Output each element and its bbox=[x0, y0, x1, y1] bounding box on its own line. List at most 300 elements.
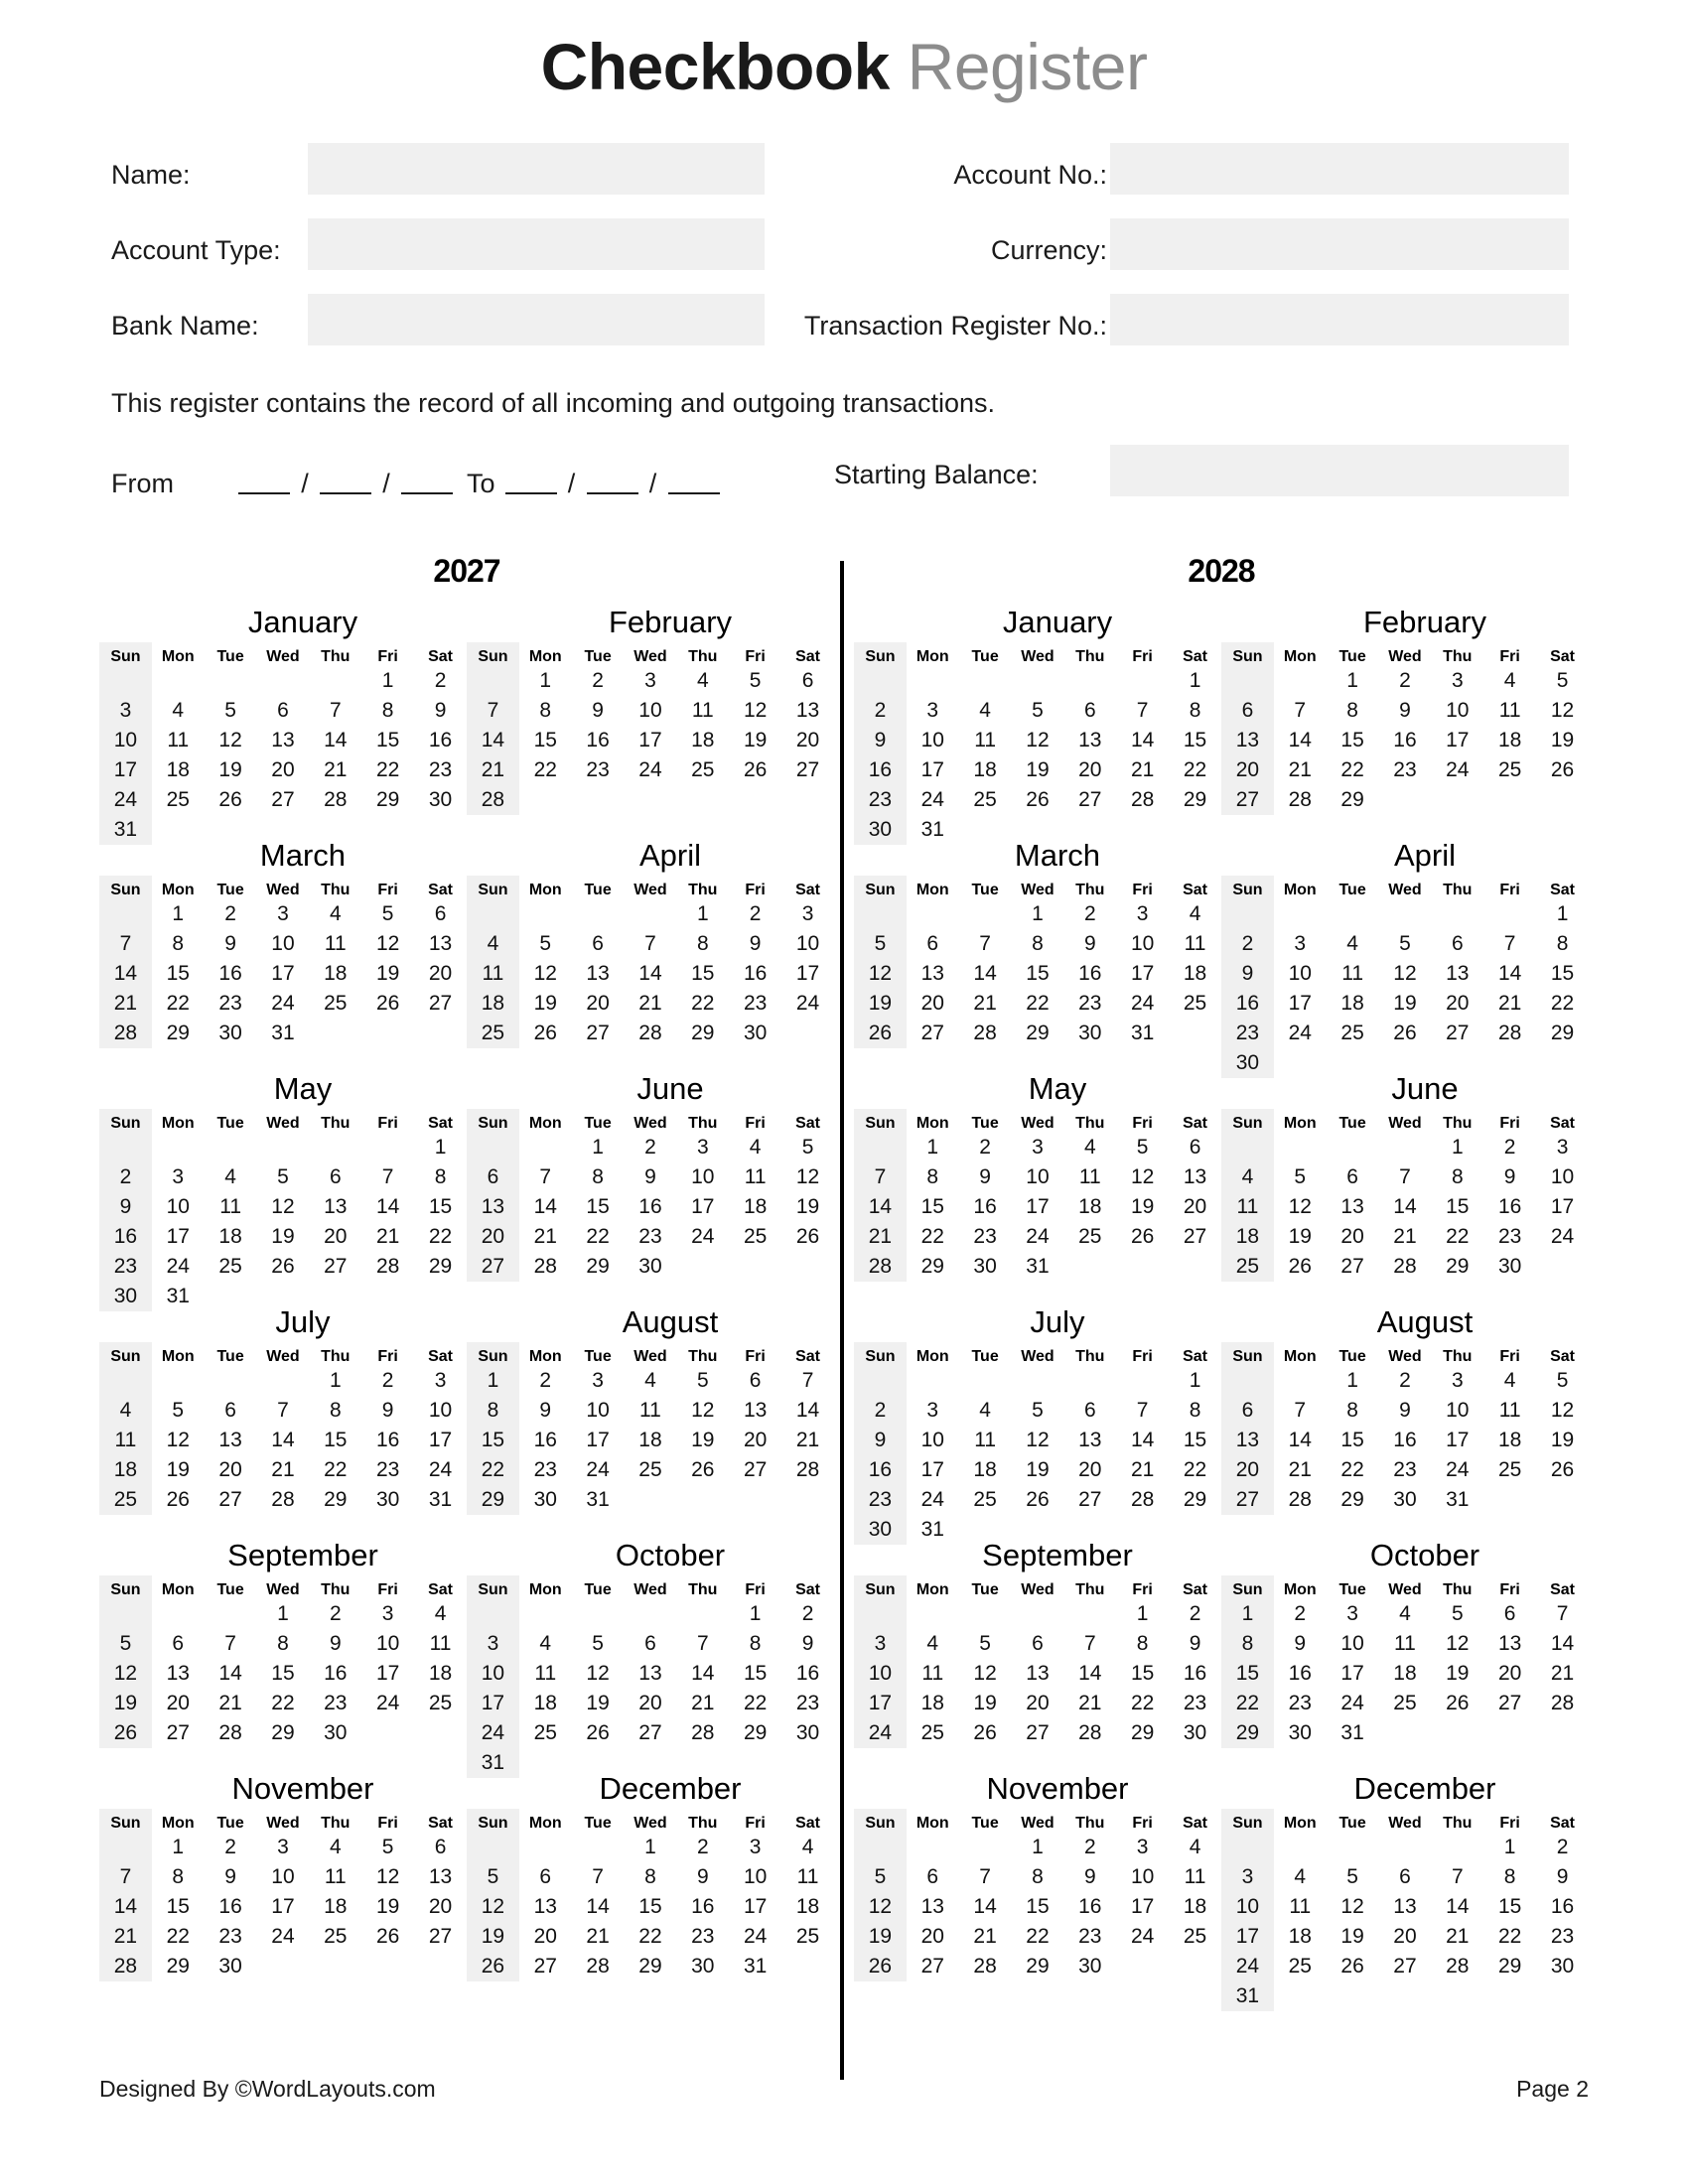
calendar-day-cell[interactable]: 16 bbox=[638, 1195, 662, 1218]
calendar-day-cell[interactable]: 27 bbox=[1221, 1485, 1274, 1515]
calendar-day-cell[interactable]: 18 bbox=[973, 1458, 997, 1481]
calendar-day-cell[interactable]: 30 bbox=[1183, 1721, 1207, 1744]
calendar-day-cell[interactable]: 14 bbox=[1078, 1662, 1102, 1685]
calendar-day-cell[interactable]: 5 bbox=[1032, 699, 1044, 722]
calendar-day-cell[interactable]: 25 bbox=[1183, 1925, 1207, 1948]
calendar-day-cell[interactable]: 12 bbox=[743, 699, 768, 722]
calendar-day-cell[interactable]: 27 bbox=[1340, 1255, 1364, 1278]
calendar-day-cell[interactable]: 11 bbox=[99, 1426, 152, 1455]
calendar-day-cell[interactable]: 8 bbox=[1346, 699, 1358, 722]
calendar-day-cell[interactable]: 24 bbox=[1221, 1952, 1274, 1981]
calendar-day-cell[interactable]: 3 bbox=[99, 696, 152, 726]
calendar-day-cell[interactable]: 6 bbox=[467, 1162, 519, 1192]
calendar-day-cell[interactable]: 16 bbox=[586, 729, 610, 751]
calendar-day-cell[interactable]: 13 bbox=[166, 1662, 190, 1685]
calendar-day-cell[interactable]: 13 bbox=[1340, 1195, 1364, 1218]
calendar-day-cell[interactable]: 10 bbox=[1446, 699, 1470, 722]
calendar-day-cell[interactable]: 7 bbox=[1503, 932, 1516, 955]
calendar-day-cell[interactable]: 25 bbox=[973, 1488, 997, 1511]
calendar-day-cell[interactable]: 15 bbox=[1497, 1895, 1522, 1918]
calendar-day-cell[interactable]: 10 bbox=[1550, 1165, 1575, 1188]
calendar-day-cell[interactable]: 4 bbox=[1189, 902, 1201, 925]
calendar-day-cell[interactable]: 11 bbox=[467, 959, 519, 989]
calendar-day-cell[interactable]: 4 bbox=[1221, 1162, 1274, 1192]
calendar-day-cell[interactable]: 5 bbox=[696, 1369, 709, 1392]
calendar-day-cell[interactable]: 18 bbox=[467, 989, 519, 1019]
calendar-day-cell[interactable]: 2 bbox=[539, 1369, 552, 1392]
calendar-day-cell[interactable]: 24 bbox=[1026, 1225, 1050, 1248]
calendar-day-cell[interactable]: 26 bbox=[691, 1458, 715, 1481]
calendar-day-cell[interactable]: 17 bbox=[375, 1662, 400, 1685]
calendar-day-cell[interactable]: 5 bbox=[1032, 1399, 1044, 1422]
calendar-day-cell[interactable]: 3 bbox=[801, 902, 814, 925]
calendar-day-cell[interactable]: 18 bbox=[218, 1225, 242, 1248]
calendar-day-cell[interactable]: 22 bbox=[1183, 758, 1207, 781]
calendar-day-cell[interactable]: 1 bbox=[172, 1836, 185, 1858]
calendar-day-cell[interactable]: 19 bbox=[1550, 1429, 1575, 1451]
calendar-day-cell[interactable]: 7 bbox=[1294, 699, 1307, 722]
calendar-day-cell[interactable]: 25 bbox=[1393, 1692, 1417, 1714]
calendar-day-cell[interactable]: 27 bbox=[1078, 788, 1102, 811]
calendar-day-cell[interactable]: 14 bbox=[271, 1429, 295, 1451]
calendar-day-cell[interactable]: 9 bbox=[1083, 1865, 1096, 1888]
calendar-day-cell[interactable]: 16 bbox=[218, 962, 242, 985]
calendar-day-cell[interactable]: 18 bbox=[324, 1895, 348, 1918]
calendar-day-cell[interactable]: 29 bbox=[1340, 788, 1364, 811]
calendar-day-cell[interactable]: 2 bbox=[1294, 1602, 1307, 1625]
calendar-day-cell[interactable]: 11 bbox=[921, 1662, 944, 1685]
calendar-day-cell[interactable]: 28 bbox=[854, 1252, 907, 1282]
calendar-day-cell[interactable]: 10 bbox=[1221, 1892, 1274, 1922]
calendar-day-cell[interactable]: 18 bbox=[973, 758, 997, 781]
calendar-day-cell[interactable]: 15 bbox=[1446, 1195, 1470, 1218]
calendar-day-cell[interactable]: 18 bbox=[1393, 1662, 1417, 1685]
calendar-day-cell[interactable]: 26 bbox=[1130, 1225, 1155, 1248]
calendar-day-cell[interactable]: 1 bbox=[696, 902, 709, 925]
calendar-day-cell[interactable]: 27 bbox=[218, 1488, 242, 1511]
calendar-day-cell[interactable]: 11 bbox=[974, 1429, 997, 1451]
calendar-day-cell[interactable]: 11 bbox=[639, 1399, 661, 1422]
calendar-day-cell[interactable]: 4 bbox=[1503, 669, 1516, 692]
calendar-day-cell[interactable]: 5 bbox=[277, 1165, 289, 1188]
calendar-day-cell[interactable]: 17 bbox=[166, 1225, 190, 1248]
calendar-day-cell[interactable]: 15 bbox=[586, 1195, 610, 1218]
calendar-day-cell[interactable]: 16 bbox=[533, 1429, 557, 1451]
calendar-day-cell[interactable]: 16 bbox=[428, 729, 453, 751]
calendar-day-cell[interactable]: 23 bbox=[533, 1458, 557, 1481]
calendar-day-cell[interactable]: 19 bbox=[1130, 1195, 1155, 1218]
calendar-day-cell[interactable]: 15 bbox=[428, 1195, 453, 1218]
calendar-day-cell[interactable]: 8 bbox=[1136, 1632, 1149, 1655]
calendar-day-cell[interactable]: 8 bbox=[1189, 1399, 1201, 1422]
calendar-day-cell[interactable]: 19 bbox=[1550, 729, 1575, 751]
calendar-day-cell[interactable]: 31 bbox=[1340, 1721, 1364, 1744]
calendar-day-cell[interactable]: 27 bbox=[638, 1721, 662, 1744]
calendar-day-cell[interactable]: 8 bbox=[1189, 699, 1201, 722]
calendar-day-cell[interactable]: 13 bbox=[1078, 729, 1102, 751]
calendar-day-cell[interactable]: 3 bbox=[644, 669, 656, 692]
calendar-day-cell[interactable]: 6 bbox=[644, 1632, 656, 1655]
calendar-day-cell[interactable]: 22 bbox=[375, 758, 400, 781]
calendar-day-cell[interactable]: 13 bbox=[920, 962, 944, 985]
calendar-day-cell[interactable]: 22 bbox=[743, 1692, 768, 1714]
calendar-day-cell[interactable]: 15 bbox=[166, 1895, 190, 1918]
calendar-day-cell[interactable]: 24 bbox=[743, 1925, 768, 1948]
calendar-day-cell[interactable]: 10 bbox=[743, 1865, 768, 1888]
calendar-day-cell[interactable]: 24 bbox=[854, 1718, 907, 1748]
calendar-day-cell[interactable]: 12 bbox=[1340, 1895, 1364, 1918]
calendar-day-cell[interactable]: 23 bbox=[1393, 758, 1417, 781]
calendar-day-cell[interactable]: 12 bbox=[586, 1662, 610, 1685]
calendar-day-cell[interactable]: 20 bbox=[920, 1925, 944, 1948]
calendar-day-cell[interactable]: 24 bbox=[467, 1718, 519, 1748]
calendar-day-cell[interactable]: 24 bbox=[166, 1255, 190, 1278]
calendar-day-cell[interactable]: 10 bbox=[375, 1632, 400, 1655]
calendar-day-cell[interactable]: 20 bbox=[743, 1429, 768, 1451]
calendar-day-cell[interactable]: 11 bbox=[429, 1632, 452, 1655]
calendar-day-cell[interactable]: 12 bbox=[973, 1662, 997, 1685]
calendar-day-cell[interactable]: 24 bbox=[1446, 1458, 1470, 1481]
calendar-day-cell[interactable]: 27 bbox=[1078, 1488, 1102, 1511]
calendar-day-cell[interactable]: 4 bbox=[172, 699, 185, 722]
calendar-day-cell[interactable]: 19 bbox=[795, 1195, 820, 1218]
calendar-day-cell[interactable]: 7 bbox=[539, 1165, 552, 1188]
calendar-day-cell[interactable]: 16 bbox=[854, 1455, 907, 1485]
calendar-day-cell[interactable]: 7 bbox=[99, 1862, 152, 1892]
calendar-day-cell[interactable]: 17 bbox=[1026, 1195, 1050, 1218]
calendar-day-cell[interactable]: 3 bbox=[467, 1629, 519, 1659]
calendar-day-cell[interactable]: 24 bbox=[691, 1225, 715, 1248]
calendar-day-cell[interactable]: 29 bbox=[324, 1488, 348, 1511]
calendar-day-cell[interactable]: 20 bbox=[1026, 1692, 1050, 1714]
calendar-day-cell[interactable]: 9 bbox=[979, 1165, 991, 1188]
calendar-day-cell[interactable]: 30 bbox=[218, 1955, 242, 1978]
calendar-day-cell[interactable]: 13 bbox=[533, 1895, 557, 1918]
calendar-day-cell[interactable]: 21 bbox=[467, 755, 519, 785]
calendar-day-cell[interactable]: 1 bbox=[1221, 1599, 1274, 1629]
calendar-day-cell[interactable]: 27 bbox=[920, 1022, 944, 1044]
calendar-day-cell[interactable]: 12 bbox=[1026, 729, 1050, 751]
calendar-day-cell[interactable]: 21 bbox=[795, 1429, 820, 1451]
calendar-day-cell[interactable]: 3 bbox=[592, 1369, 604, 1392]
calendar-day-cell[interactable]: 2 bbox=[224, 1836, 236, 1858]
calendar-day-cell[interactable]: 9 bbox=[1221, 959, 1274, 989]
calendar-day-cell[interactable]: 31 bbox=[428, 1488, 453, 1511]
calendar-day-cell[interactable]: 18 bbox=[166, 758, 190, 781]
calendar-day-cell[interactable]: 8 bbox=[539, 699, 552, 722]
calendar-day-cell[interactable]: 6 bbox=[224, 1399, 236, 1422]
calendar-day-cell[interactable]: 5 bbox=[1136, 1136, 1149, 1159]
calendar-day-cell[interactable]: 6 bbox=[1399, 1865, 1411, 1888]
calendar-day-cell[interactable]: 21 bbox=[1393, 1225, 1417, 1248]
calendar-day-cell[interactable]: 29 bbox=[271, 1721, 295, 1744]
calendar-day-cell[interactable]: 15 bbox=[1183, 729, 1207, 751]
calendar-day-cell[interactable]: 15 bbox=[691, 962, 715, 985]
account-no-input[interactable] bbox=[1110, 143, 1569, 195]
calendar-day-cell[interactable]: 10 bbox=[166, 1195, 190, 1218]
calendar-day-cell[interactable]: 6 bbox=[749, 1369, 762, 1392]
calendar-day-cell[interactable]: 7 bbox=[1294, 1399, 1307, 1422]
calendar-day-cell[interactable]: 20 bbox=[795, 729, 820, 751]
calendar-day-cell[interactable]: 24 bbox=[271, 1925, 295, 1948]
calendar-day-cell[interactable]: 3 bbox=[1451, 669, 1464, 692]
calendar-day-cell[interactable]: 10 bbox=[1340, 1632, 1364, 1655]
calendar-day-cell[interactable]: 21 bbox=[1078, 1692, 1102, 1714]
calendar-day-cell[interactable]: 18 bbox=[1340, 992, 1364, 1015]
calendar-day-cell[interactable]: 2 bbox=[854, 696, 907, 726]
calendar-day-cell[interactable]: 13 bbox=[271, 729, 295, 751]
calendar-day-cell[interactable]: 17 bbox=[1130, 962, 1155, 985]
calendar-day-cell[interactable]: 12 bbox=[99, 1659, 152, 1689]
calendar-day-cell[interactable]: 21 bbox=[99, 1922, 152, 1952]
calendar-day-cell[interactable]: 30 bbox=[854, 1515, 907, 1545]
calendar-day-cell[interactable]: 30 bbox=[533, 1488, 557, 1511]
calendar-day-cell[interactable]: 17 bbox=[1550, 1195, 1575, 1218]
calendar-day-cell[interactable]: 15 bbox=[1130, 1662, 1155, 1685]
calendar-day-cell[interactable]: 1 bbox=[1032, 902, 1044, 925]
calendar-day-cell[interactable]: 14 bbox=[1288, 729, 1312, 751]
calendar-day-cell[interactable]: 3 bbox=[1032, 1136, 1044, 1159]
calendar-day-cell[interactable]: 17 bbox=[920, 1458, 944, 1481]
calendar-day-cell[interactable]: 13 bbox=[1078, 1429, 1102, 1451]
calendar-day-cell[interactable]: 28 bbox=[218, 1721, 242, 1744]
calendar-day-cell[interactable]: 3 bbox=[1136, 902, 1149, 925]
calendar-day-cell[interactable]: 19 bbox=[854, 1922, 907, 1952]
calendar-day-cell[interactable]: 3 bbox=[854, 1629, 907, 1659]
calendar-day-cell[interactable]: 12 bbox=[271, 1195, 295, 1218]
calendar-day-cell[interactable]: 19 bbox=[1393, 992, 1417, 1015]
calendar-day-cell[interactable]: 10 bbox=[1288, 962, 1312, 985]
calendar-day-cell[interactable]: 6 bbox=[592, 932, 604, 955]
calendar-day-cell[interactable]: 11 bbox=[1078, 1165, 1101, 1188]
calendar-day-cell[interactable]: 19 bbox=[854, 989, 907, 1019]
calendar-day-cell[interactable]: 7 bbox=[1083, 1632, 1096, 1655]
calendar-day-cell[interactable]: 7 bbox=[277, 1399, 289, 1422]
calendar-day-cell[interactable]: 7 bbox=[467, 696, 519, 726]
calendar-day-cell[interactable]: 24 bbox=[1288, 1022, 1312, 1044]
calendar-day-cell[interactable]: 19 bbox=[743, 729, 768, 751]
calendar-day-cell[interactable]: 25 bbox=[467, 1019, 519, 1048]
calendar-day-cell[interactable]: 6 bbox=[1083, 699, 1096, 722]
calendar-day-cell[interactable]: 20 bbox=[638, 1692, 662, 1714]
calendar-day-cell[interactable]: 1 bbox=[644, 1836, 656, 1858]
calendar-day-cell[interactable]: 22 bbox=[533, 758, 557, 781]
calendar-day-cell[interactable]: 9 bbox=[801, 1632, 814, 1655]
calendar-day-cell[interactable]: 8 bbox=[1032, 1865, 1044, 1888]
calendar-day-cell[interactable]: 20 bbox=[1497, 1662, 1522, 1685]
calendar-day-cell[interactable]: 15 bbox=[271, 1662, 295, 1685]
calendar-day-cell[interactable]: 27 bbox=[795, 758, 820, 781]
calendar-day-cell[interactable]: 2 bbox=[854, 1396, 907, 1426]
calendar-day-cell[interactable]: 5 bbox=[801, 1136, 814, 1159]
calendar-day-cell[interactable]: 20 bbox=[166, 1692, 190, 1714]
calendar-day-cell[interactable]: 14 bbox=[467, 726, 519, 755]
calendar-day-cell[interactable]: 8 bbox=[1503, 1865, 1516, 1888]
calendar-day-cell[interactable]: 14 bbox=[795, 1399, 820, 1422]
calendar-day-cell[interactable]: 8 bbox=[277, 1632, 289, 1655]
calendar-day-cell[interactable]: 26 bbox=[533, 1022, 557, 1044]
calendar-day-cell[interactable]: 5 bbox=[854, 1862, 907, 1892]
calendar-day-cell[interactable]: 17 bbox=[271, 962, 295, 985]
calendar-day-cell[interactable]: 5 bbox=[1556, 1369, 1569, 1392]
calendar-day-cell[interactable]: 29 bbox=[428, 1255, 453, 1278]
calendar-day-cell[interactable]: 25 bbox=[1340, 1022, 1364, 1044]
calendar-day-cell[interactable]: 7 bbox=[801, 1369, 814, 1392]
calendar-day-cell[interactable]: 16 bbox=[1288, 1662, 1312, 1685]
calendar-day-cell[interactable]: 30 bbox=[1078, 1955, 1102, 1978]
calendar-day-cell[interactable]: 13 bbox=[1183, 1165, 1207, 1188]
calendar-day-cell[interactable]: 2 bbox=[381, 1369, 394, 1392]
calendar-day-cell[interactable]: 1 bbox=[172, 902, 185, 925]
calendar-day-cell[interactable]: 4 bbox=[1346, 932, 1358, 955]
calendar-day-cell[interactable]: 31 bbox=[1446, 1488, 1470, 1511]
calendar-day-cell[interactable]: 3 bbox=[434, 1369, 447, 1392]
calendar-day-cell[interactable]: 30 bbox=[375, 1488, 400, 1511]
calendar-day-cell[interactable]: 12 bbox=[854, 959, 907, 989]
calendar-day-cell[interactable]: 28 bbox=[1288, 1488, 1312, 1511]
calendar-day-cell[interactable]: 18 bbox=[1497, 1429, 1522, 1451]
calendar-day-cell[interactable]: 16 bbox=[1221, 989, 1274, 1019]
calendar-day-cell[interactable]: 29 bbox=[1026, 1022, 1050, 1044]
calendar-day-cell[interactable]: 25 bbox=[324, 992, 348, 1015]
calendar-day-cell[interactable]: 18 bbox=[638, 1429, 662, 1451]
calendar-day-cell[interactable]: 4 bbox=[801, 1836, 814, 1858]
calendar-day-cell[interactable]: 27 bbox=[1497, 1692, 1522, 1714]
calendar-day-cell[interactable]: 11 bbox=[1184, 1865, 1206, 1888]
calendar-day-cell[interactable]: 17 bbox=[428, 1429, 453, 1451]
calendar-day-cell[interactable]: 4 bbox=[1083, 1136, 1096, 1159]
calendar-day-cell[interactable]: 27 bbox=[428, 992, 453, 1015]
calendar-day-cell[interactable]: 11 bbox=[1184, 932, 1206, 955]
calendar-day-cell[interactable]: 23 bbox=[324, 1692, 348, 1714]
calendar-day-cell[interactable]: 17 bbox=[1446, 1429, 1470, 1451]
calendar-day-cell[interactable]: 30 bbox=[1497, 1255, 1522, 1278]
calendar-day-cell[interactable]: 18 bbox=[743, 1195, 768, 1218]
calendar-day-cell[interactable]: 31 bbox=[920, 818, 944, 841]
calendar-day-cell[interactable]: 5 bbox=[1451, 1602, 1464, 1625]
calendar-day-cell[interactable]: 14 bbox=[973, 962, 997, 985]
calendar-day-cell[interactable]: 5 bbox=[539, 932, 552, 955]
calendar-day-cell[interactable]: 23 bbox=[854, 785, 907, 815]
calendar-day-cell[interactable]: 2 bbox=[434, 669, 447, 692]
calendar-day-cell[interactable]: 21 bbox=[854, 1222, 907, 1252]
calendar-day-cell[interactable]: 28 bbox=[533, 1255, 557, 1278]
calendar-day-cell[interactable]: 1 bbox=[592, 1136, 604, 1159]
calendar-day-cell[interactable]: 25 bbox=[1497, 758, 1522, 781]
calendar-day-cell[interactable]: 8 bbox=[1032, 932, 1044, 955]
calendar-day-cell[interactable]: 26 bbox=[973, 1721, 997, 1744]
calendar-day-cell[interactable]: 24 bbox=[795, 992, 820, 1015]
calendar-day-cell[interactable]: 15 bbox=[1340, 729, 1364, 751]
calendar-day-cell[interactable]: 25 bbox=[743, 1225, 768, 1248]
calendar-day-cell[interactable]: 27 bbox=[467, 1252, 519, 1282]
calendar-day-cell[interactable]: 11 bbox=[324, 1865, 347, 1888]
calendar-day-cell[interactable]: 7 bbox=[381, 1165, 394, 1188]
calendar-day-cell[interactable]: 24 bbox=[1130, 992, 1155, 1015]
calendar-day-cell[interactable]: 12 bbox=[1550, 1399, 1575, 1422]
calendar-day-cell[interactable]: 1 bbox=[329, 1369, 342, 1392]
calendar-day-cell[interactable]: 3 bbox=[277, 1836, 289, 1858]
calendar-day-cell[interactable]: 31 bbox=[920, 1518, 944, 1541]
calendar-day-cell[interactable]: 18 bbox=[920, 1692, 944, 1714]
calendar-day-cell[interactable]: 17 bbox=[854, 1689, 907, 1718]
calendar-day-cell[interactable]: 4 bbox=[224, 1165, 236, 1188]
calendar-day-cell[interactable]: 5 bbox=[1399, 932, 1411, 955]
calendar-day-cell[interactable]: 16 bbox=[1497, 1195, 1522, 1218]
from-year-blank[interactable] bbox=[401, 471, 453, 494]
calendar-day-cell[interactable]: 9 bbox=[539, 1399, 552, 1422]
calendar-day-cell[interactable]: 17 bbox=[795, 962, 820, 985]
calendar-day-cell[interactable]: 14 bbox=[1550, 1632, 1575, 1655]
calendar-day-cell[interactable]: 13 bbox=[1446, 962, 1470, 985]
calendar-day-cell[interactable]: 29 bbox=[467, 1485, 519, 1515]
calendar-day-cell[interactable]: 10 bbox=[1130, 932, 1155, 955]
calendar-day-cell[interactable]: 9 bbox=[644, 1165, 656, 1188]
calendar-day-cell[interactable]: 16 bbox=[1183, 1662, 1207, 1685]
calendar-day-cell[interactable]: 28 bbox=[586, 1955, 610, 1978]
calendar-day-cell[interactable]: 17 bbox=[467, 1689, 519, 1718]
calendar-day-cell[interactable]: 20 bbox=[1221, 1455, 1274, 1485]
calendar-day-cell[interactable]: 6 bbox=[1451, 932, 1464, 955]
calendar-day-cell[interactable]: 18 bbox=[1078, 1195, 1102, 1218]
calendar-day-cell[interactable]: 21 bbox=[1550, 1662, 1575, 1685]
calendar-day-cell[interactable]: 21 bbox=[1497, 992, 1522, 1015]
calendar-day-cell[interactable]: 21 bbox=[1288, 1458, 1312, 1481]
calendar-day-cell[interactable]: 10 bbox=[271, 1865, 295, 1888]
calendar-day-cell[interactable]: 28 bbox=[691, 1721, 715, 1744]
calendar-day-cell[interactable]: 22 bbox=[920, 1225, 944, 1248]
calendar-day-cell[interactable]: 22 bbox=[271, 1692, 295, 1714]
calendar-day-cell[interactable]: 21 bbox=[1446, 1925, 1470, 1948]
calendar-day-cell[interactable]: 12 bbox=[375, 932, 400, 955]
calendar-day-cell[interactable]: 6 bbox=[1189, 1136, 1201, 1159]
calendar-day-cell[interactable]: 11 bbox=[744, 1165, 767, 1188]
calendar-day-cell[interactable]: 30 bbox=[691, 1955, 715, 1978]
calendar-day-cell[interactable]: 10 bbox=[428, 1399, 453, 1422]
calendar-day-cell[interactable]: 30 bbox=[428, 788, 453, 811]
calendar-day-cell[interactable]: 1 bbox=[1189, 669, 1201, 692]
calendar-day-cell[interactable]: 7 bbox=[854, 1162, 907, 1192]
bank-name-input[interactable] bbox=[308, 294, 765, 345]
from-day-blank[interactable] bbox=[320, 471, 371, 494]
calendar-day-cell[interactable]: 22 bbox=[1026, 992, 1050, 1015]
calendar-day-cell[interactable]: 9 bbox=[696, 1865, 709, 1888]
calendar-day-cell[interactable]: 5 bbox=[381, 1836, 394, 1858]
calendar-day-cell[interactable]: 1 bbox=[1451, 1136, 1464, 1159]
calendar-day-cell[interactable]: 27 bbox=[324, 1255, 348, 1278]
calendar-day-cell[interactable]: 20 bbox=[1393, 1925, 1417, 1948]
calendar-day-cell[interactable]: 21 bbox=[324, 758, 348, 781]
calendar-day-cell[interactable]: 13 bbox=[324, 1195, 348, 1218]
calendar-day-cell[interactable]: 18 bbox=[795, 1895, 820, 1918]
calendar-day-cell[interactable]: 27 bbox=[743, 1458, 768, 1481]
calendar-day-cell[interactable]: 10 bbox=[920, 729, 944, 751]
calendar-day-cell[interactable]: 6 bbox=[329, 1165, 342, 1188]
calendar-day-cell[interactable]: 23 bbox=[1550, 1925, 1575, 1948]
calendar-day-cell[interactable]: 27 bbox=[920, 1955, 944, 1978]
calendar-day-cell[interactable]: 1 bbox=[539, 669, 552, 692]
calendar-day-cell[interactable]: 7 bbox=[979, 932, 991, 955]
calendar-day-cell[interactable]: 23 bbox=[691, 1925, 715, 1948]
calendar-day-cell[interactable]: 28 bbox=[99, 1019, 152, 1048]
calendar-day-cell[interactable]: 31 bbox=[99, 815, 152, 845]
calendar-day-cell[interactable]: 4 bbox=[1503, 1369, 1516, 1392]
calendar-day-cell[interactable]: 14 bbox=[1497, 962, 1522, 985]
calendar-day-cell[interactable]: 5 bbox=[979, 1632, 991, 1655]
calendar-day-cell[interactable]: 17 bbox=[1221, 1922, 1274, 1952]
calendar-day-cell[interactable]: 12 bbox=[166, 1429, 190, 1451]
calendar-day-cell[interactable]: 14 bbox=[1130, 1429, 1155, 1451]
